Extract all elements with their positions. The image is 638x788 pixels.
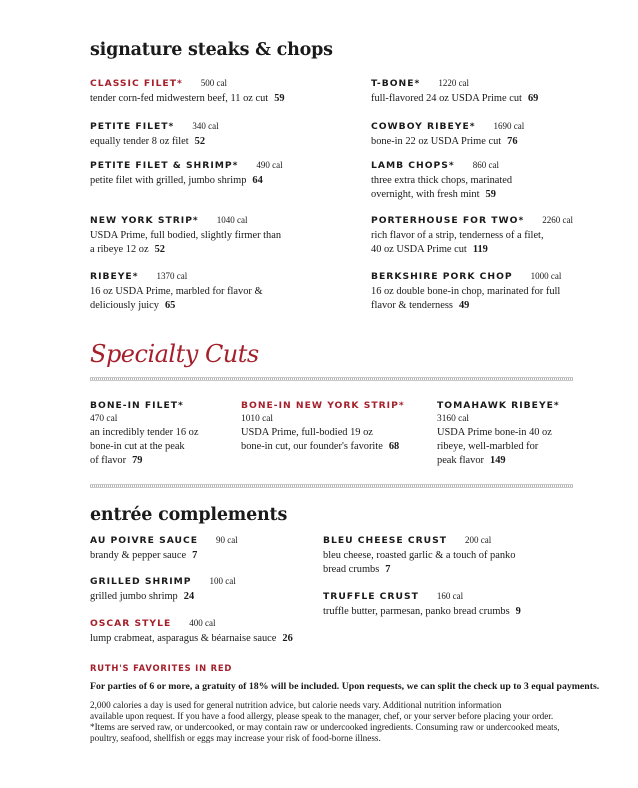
item-name: BERKSHIRE PORK CHOP xyxy=(371,271,513,282)
item-calories: 3160 cal xyxy=(437,414,470,424)
menu-item-lamb-chops xyxy=(371,160,512,202)
item-description: lump crabmeat, asparagus & béarnaise sauce xyxy=(90,633,277,644)
item-name: NEW YORK STRIP* xyxy=(90,215,199,226)
item-price: 26 xyxy=(282,633,293,644)
menu-item-ribeye xyxy=(90,271,263,313)
item-name: CLASSIC FILET* xyxy=(90,78,183,89)
item-calories: 200 cal xyxy=(465,535,492,545)
item-price: 79 xyxy=(132,455,143,466)
menu-item-grilled-shrimp xyxy=(90,576,236,604)
footnote-line: available upon request. If you have a food allergy, please speak to the manager, chef, or your server before placing your order. xyxy=(90,711,554,721)
menu-item-bone-in-filet xyxy=(90,400,198,468)
item-calories: 340 cal xyxy=(192,121,219,131)
item-calories: 1370 cal xyxy=(156,271,188,281)
nutrition-footnote xyxy=(90,700,610,744)
item-price: 76 xyxy=(507,136,518,147)
item-description-line: rich flavor of a strip, tenderness of a filet, xyxy=(371,230,544,241)
item-price: 68 xyxy=(388,441,400,452)
section-divider xyxy=(90,377,573,381)
menu-item-new-york-strip xyxy=(90,215,281,257)
menu-item-bleu-cheese-crust xyxy=(323,535,515,577)
item-calories: 400 cal xyxy=(189,618,216,628)
item-price: 69 xyxy=(527,93,539,104)
item-name: GRILLED SHRIMP xyxy=(90,576,192,587)
item-name: T-BONE* xyxy=(371,78,421,89)
item-description: bone-in 22 oz USDA Prime cut xyxy=(371,136,502,147)
item-price: 7 xyxy=(192,550,198,561)
menu-item-au-poivre-sauce xyxy=(90,535,238,563)
item-calories: 490 cal xyxy=(256,160,283,170)
item-name: OSCAR STYLE xyxy=(90,618,172,629)
item-description-line: an incredibly tender 16 oz xyxy=(90,427,199,438)
item-name: TOMAHAWK RIBEYE* xyxy=(437,400,560,411)
item-calories: 860 cal xyxy=(472,160,499,170)
item-calories: 2260 cal xyxy=(542,215,573,225)
item-description-line: USDA Prime, full bodied, slightly firmer than xyxy=(90,230,282,241)
menu-item-petite-filet xyxy=(90,121,219,149)
item-calories: 160 cal xyxy=(436,591,464,601)
item-description-line: bone-in cut at the peak xyxy=(90,441,185,452)
item-description-line: flavor & tenderness xyxy=(371,300,453,311)
item-description-line: bread crumbs xyxy=(323,564,380,575)
menu-item-classic-filet xyxy=(90,78,285,106)
item-calories: 470 cal xyxy=(90,414,118,424)
item-name: AU POIVRE SAUCE xyxy=(90,535,199,546)
item-name: BONE-IN FILET* xyxy=(90,400,184,411)
item-name: COWBOY RIBEYE* xyxy=(371,121,476,132)
item-calories: 100 cal xyxy=(209,576,236,586)
item-name: RIBEYE* xyxy=(90,271,139,282)
item-description-line: 40 oz USDA Prime cut xyxy=(371,244,467,255)
footnote-line: 2,000 calories a day is used for general nutrition advice, but calorie needs vary. Additional nutrition information xyxy=(90,700,502,710)
item-name: BLEU CHEESE CRUST xyxy=(323,535,448,546)
item-description: full-flavored 24 oz USDA Prime cut xyxy=(371,93,522,104)
item-price: 149 xyxy=(490,455,506,466)
menu-item-tomahawk-ribeye xyxy=(437,400,560,468)
favorites-legend: RUTH'S FAVORITES IN RED xyxy=(90,663,233,673)
item-name: PETITE FILET & SHRIMP* xyxy=(90,160,239,171)
item-price: 64 xyxy=(252,175,263,186)
item-name: PETITE FILET* xyxy=(90,121,175,132)
item-calories: 1690 cal xyxy=(493,121,525,131)
item-description-line: USDA Prime bone-in 40 oz xyxy=(437,427,552,438)
item-description-line: bleu cheese, roasted garlic & a touch of panko xyxy=(323,550,516,561)
item-description-line: deliciously juicy xyxy=(90,300,159,311)
item-description: truffle butter, parmesan, panko bread crumbs xyxy=(323,606,510,617)
item-name: TRUFFLE CRUST xyxy=(323,591,419,602)
item-name: BONE-IN NEW YORK STRIP* xyxy=(241,400,405,411)
item-description: tender corn-fed midwestern beef, 11 oz cut xyxy=(90,93,269,104)
item-price: 52 xyxy=(194,136,206,147)
item-calories: 1040 cal xyxy=(216,215,248,225)
item-description: brandy & pepper sauce xyxy=(90,550,187,561)
item-calories: 500 cal xyxy=(200,78,228,88)
specialty-section-title: Specialty Cuts xyxy=(90,340,259,368)
item-description-line: bone-in cut, our founder's favorite xyxy=(241,441,383,452)
item-name: LAMB CHOPS* xyxy=(371,160,455,171)
item-calories: 1010 cal xyxy=(241,414,274,424)
item-description-line: three extra thick chops, marinated xyxy=(371,175,513,186)
item-calories: 1000 cal xyxy=(530,271,562,281)
footnote-line: poultry, seafood, shellfish or eggs may increase your risk of food-borne illness. xyxy=(90,733,381,743)
signature-section-title: signature steaks & chops xyxy=(90,40,333,60)
footnote-line: *Items are served raw, or undercooked, or may contain raw or undercooked ingredients. Consuming raw or undercooked meats, xyxy=(90,722,560,732)
menu-item-oscar-style xyxy=(90,618,293,646)
item-price: 7 xyxy=(385,564,391,575)
item-description-line: 16 oz double bone-in chop, marinated for full xyxy=(371,286,561,297)
item-description-line: overnight, with fresh mint xyxy=(371,189,480,200)
menu-item-cowboy-ribeye xyxy=(371,121,524,149)
item-description: petite filet with grilled, jumbo shrimp xyxy=(90,175,247,186)
item-description: equally tender 8 oz filet xyxy=(90,136,189,147)
item-description-line: a ribeye 12 oz xyxy=(90,244,149,255)
item-description: grilled jumbo shrimp xyxy=(90,591,178,602)
item-price: 59 xyxy=(485,189,496,200)
item-calories: 90 cal xyxy=(216,535,238,545)
item-price: 119 xyxy=(472,244,488,255)
item-description-line: 16 oz USDA Prime, marbled for flavor & xyxy=(90,286,263,297)
item-description-line: ribeye, well-marbled for xyxy=(437,441,539,452)
item-price: 65 xyxy=(164,300,176,311)
menu-item-petite-filet-shrimp xyxy=(90,160,283,188)
menu-item-porterhouse-for-two xyxy=(371,215,573,257)
menu-item-truffle-crust xyxy=(323,591,521,619)
menu-item-bone-in-new-york-strip xyxy=(241,400,405,454)
item-description-line: USDA Prime, full-bodied 19 oz xyxy=(241,427,373,438)
menu-item-t-bone xyxy=(371,78,538,106)
item-price: 59 xyxy=(274,93,285,104)
complements-section-title: entrée complements xyxy=(90,505,288,525)
menu-item-berkshire-pork-chop xyxy=(371,271,561,313)
gratuity-notice: For parties of 6 or more, a gratuity of 18% will be included. Upon requests, we can split the check up to 3 equal payments. xyxy=(90,681,600,692)
section-divider xyxy=(90,484,573,488)
item-price: 52 xyxy=(154,244,165,255)
item-description-line: of flavor xyxy=(90,455,127,466)
item-price: 24 xyxy=(183,591,195,602)
item-price: 49 xyxy=(458,300,470,311)
item-description-line: peak flavor xyxy=(437,455,485,466)
item-calories: 1220 cal xyxy=(438,78,470,88)
item-name: PORTERHOUSE FOR TWO* xyxy=(371,215,525,226)
item-price: 9 xyxy=(515,606,521,617)
